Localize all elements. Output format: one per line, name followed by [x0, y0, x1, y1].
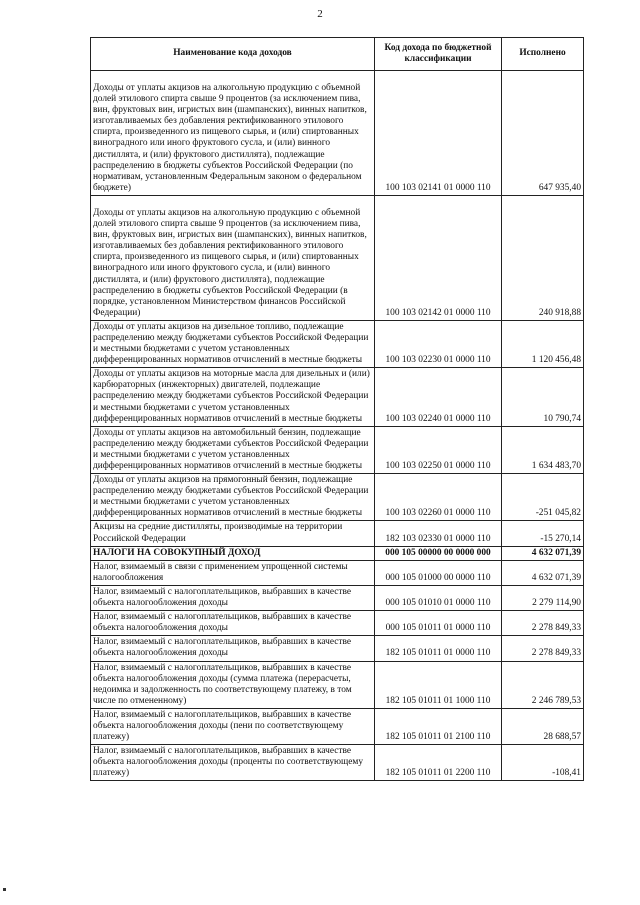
row-amount: -15 270,14 — [502, 521, 584, 546]
row-amount: -251 045,82 — [502, 474, 584, 521]
table-row — [91, 661, 584, 708]
row-code: 000 105 01000 00 0000 110 — [375, 560, 502, 585]
table-row — [91, 521, 584, 546]
row-name: Доходы от уплаты акцизов на моторные масла для дизельных и (или) карбюраторных (инжекторных) двигателей, подлежащие распределению между бюджетами субъектов Российской Федерации и местными бюджетами с учетом установленных дифференцированных нормативов отчислений в местные бюджеты — [91, 368, 375, 426]
row-code: 000 105 01011 01 0000 110 — [375, 611, 502, 636]
row-name: Налог, взимаемый с налогоплательщиков, выбравших в качестве объекта налогообложения доходы (пени по соответствующему платежу) — [91, 708, 375, 744]
header-amount: Исполнено — [502, 38, 584, 71]
table-row — [91, 320, 584, 367]
row-code: 100 103 02240 01 0000 110 — [375, 368, 502, 426]
row-code: 000 105 01010 01 0000 110 — [375, 585, 502, 610]
row-name: Доходы от уплаты акцизов на автомобильный бензин, подлежащие распределению между бюджетами субъектов Российской Федерации и местными бюджетами с учетом установленных дифференцированных нормативов отчислений в местные бюджеты — [91, 426, 375, 473]
row-code: 000 105 00000 00 0000 000 — [375, 546, 502, 560]
table-row — [91, 708, 584, 744]
row-code: 182 105 01011 01 0000 110 — [375, 636, 502, 661]
row-name: Акцизы на средние дистилляты, производимые на территории Российской Федерации — [91, 521, 375, 546]
table-body — [91, 71, 584, 781]
table-row — [91, 546, 584, 560]
table-row — [91, 474, 584, 521]
table-row — [91, 745, 584, 781]
row-code: 100 103 02250 01 0000 110 — [375, 426, 502, 473]
row-name: Доходы от уплаты акцизов на алкогольную продукцию с объемной долей этилового спирта свыше 9 процентов (за исключением пива, вин, фруктовых вин, игристых вин (шампанских), винных напитков, изготавливаемых без добавления ректификованного этилового спирта, произведенного из пищевого сырья, и (или) спиртованных виноградного или иного фруктового сусла, и (или) винного дистиллята, и (или) фруктового дистиллята), подлежащие распределению в бюджеты субъектов Российской Федерации (по нормативам, установленным Федеральным законом о федеральном бюджете) — [91, 71, 375, 196]
row-amount: 2 279 114,90 — [502, 585, 584, 610]
row-code: 182 105 01011 01 1000 110 — [375, 661, 502, 708]
table-row — [91, 560, 584, 585]
row-amount: 4 632 071,39 — [502, 560, 584, 585]
revenue-table — [90, 37, 584, 781]
row-name: Налог, взимаемый в связи с применением упрощенной системы налогообложения — [91, 560, 375, 585]
row-amount: -108,41 — [502, 745, 584, 781]
row-amount: 1 634 483,70 — [502, 426, 584, 473]
table-header-row — [91, 38, 584, 71]
row-amount: 647 935,40 — [502, 71, 584, 196]
page-number: 2 — [317, 8, 323, 20]
row-amount: 2 278 849,33 — [502, 611, 584, 636]
row-amount: 4 632 071,39 — [502, 546, 584, 560]
row-name: Доходы от уплаты акцизов на дизельное топливо, подлежащие распределению между бюджетами субъектов Российской Федерации и местными бюджетами с учетом установленных дифференцированных нормативов отчислений в местные бюджеты — [91, 320, 375, 367]
row-amount: 28 688,57 — [502, 708, 584, 744]
row-name: Доходы от уплаты акцизов на прямогонный бензин, подлежащие распределению между бюджетами субъектов Российской Федерации и местными бюджетами с учетом установленных дифференцированных нормативов отчислений в местные бюджеты — [91, 474, 375, 521]
row-name: НАЛОГИ НА СОВОКУПНЫЙ ДОХОД — [91, 546, 375, 560]
table-row — [91, 585, 584, 610]
row-amount: 2 246 789,53 — [502, 661, 584, 708]
table-row — [91, 71, 584, 196]
table-row — [91, 368, 584, 426]
row-code: 100 103 02142 01 0000 110 — [375, 195, 502, 320]
row-code: 182 103 02330 01 0000 110 — [375, 521, 502, 546]
row-amount: 240 918,88 — [502, 195, 584, 320]
scan-mark — [3, 888, 6, 891]
row-code: 100 103 02141 01 0000 110 — [375, 71, 502, 196]
row-code: 100 103 02230 01 0000 110 — [375, 320, 502, 367]
row-name: Налог, взимаемый с налогоплательщиков, выбравших в качестве объекта налогообложения доходы — [91, 611, 375, 636]
row-name: Налог, взимаемый с налогоплательщиков, выбравших в качестве объекта налогообложения доходы — [91, 585, 375, 610]
row-name: Налог, взимаемый с налогоплательщиков, выбравших в качестве объекта налогообложения доходы (проценты по соответствующему платежу) — [91, 745, 375, 781]
row-code: 100 103 02260 01 0000 110 — [375, 474, 502, 521]
table-row — [91, 636, 584, 661]
row-amount: 10 790,74 — [502, 368, 584, 426]
row-code: 182 105 01011 01 2100 110 — [375, 708, 502, 744]
header-name: Наименование кода доходов — [91, 38, 375, 71]
row-name: Доходы от уплаты акцизов на алкогольную продукцию с объемной долей этилового спирта свыше 9 процентов (за исключением пива, вин, фруктовых вин, игристых вин (шампанских), винных напитков, изготавливаемых без добавления ректификованного этилового спирта, произведенного из пищевого сырья, и (или) спиртованных виноградного или иного фруктового сусла, и (или) винного дистиллята, и (или) фруктового дистиллята), подлежащие распределению в бюджеты субъектов Российской Федерации (в порядке, установленном Министерством финансов Российской Федерации) — [91, 195, 375, 320]
table-row — [91, 426, 584, 473]
header-code: Код дохода по бюджетной классификации — [375, 38, 502, 71]
row-name: Налог, взимаемый с налогоплательщиков, выбравших в качестве объекта налогообложения доходы — [91, 636, 375, 661]
table-row — [91, 195, 584, 320]
row-amount: 2 278 849,33 — [502, 636, 584, 661]
row-code: 182 105 01011 01 2200 110 — [375, 745, 502, 781]
table-row — [91, 611, 584, 636]
row-amount: 1 120 456,48 — [502, 320, 584, 367]
row-name: Налог, взимаемый с налогоплательщиков, выбравших в качестве объекта налогообложения доходы (сумма платежа (перерасчеты, недоимка и задолженность по соответствующему платежу, в том числе по отмененному) — [91, 661, 375, 708]
